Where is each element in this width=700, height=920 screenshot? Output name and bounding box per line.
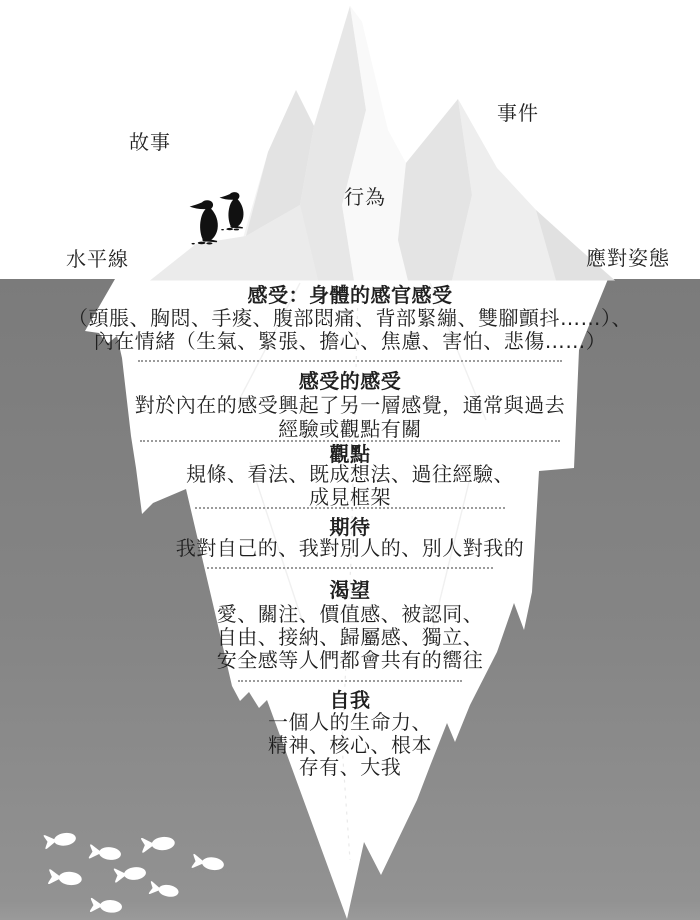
section-feelings-about-feelings-line: 經驗或觀點有關 xyxy=(278,417,422,441)
section-feelings-about-feelings-title: 感受的感受 xyxy=(298,369,402,393)
section-feelings-title: 感受：身體的感官感受 xyxy=(247,283,453,307)
label-waterline: 水平線 xyxy=(66,247,129,271)
section-self-line: 存有、大我 xyxy=(298,755,402,779)
penguin-icons xyxy=(190,192,244,244)
penguin-icon xyxy=(220,192,244,230)
section-viewpoint-title: 觀點 xyxy=(329,442,371,466)
section-feelings-line: 內在情緒（生氣、緊張、擔心、焦慮、害怕、悲傷……） xyxy=(93,329,607,353)
section-expectation-line: 我對自己的、我對別人的、別人對我的 xyxy=(175,536,525,560)
section-feelings-line: （頭脹、胸悶、手痠、腹部悶痛、背部緊繃、雙腳顫抖……）、 xyxy=(68,306,632,330)
section-divider xyxy=(195,507,505,509)
section-self-line: 精神、核心、根本 xyxy=(268,733,432,757)
section-self-line: 一個人的生命力、 xyxy=(268,710,432,734)
label-behavior: 行為 xyxy=(344,185,386,209)
section-yearning-line: 自由、接納、歸屬感、獨立、 xyxy=(216,625,484,649)
label-coping-stance: 應對姿態 xyxy=(586,246,670,270)
iceberg-above-water xyxy=(150,6,615,281)
section-feelings-about-feelings-line: 對於內在的感受興起了另一層感覺，通常與過去 xyxy=(134,393,566,417)
section-expectation-title: 期待 xyxy=(329,515,371,539)
section-divider xyxy=(238,680,462,682)
section-self-title: 自我 xyxy=(329,688,371,712)
section-divider xyxy=(207,567,493,569)
section-divider xyxy=(138,360,562,362)
section-viewpoint-line: 成見框架 xyxy=(309,485,391,509)
section-yearning-line: 安全感等人們都會共有的嚮往 xyxy=(216,648,484,672)
section-viewpoint-line: 規條、看法、既成想法、過往經驗、 xyxy=(186,462,514,486)
label-event: 事件 xyxy=(497,101,539,125)
section-yearning-line: 愛、關注、價值感、被認同、 xyxy=(216,602,484,626)
label-story: 故事 xyxy=(129,130,171,154)
penguin-icon xyxy=(190,200,218,244)
section-yearning-title: 渴望 xyxy=(329,578,371,602)
